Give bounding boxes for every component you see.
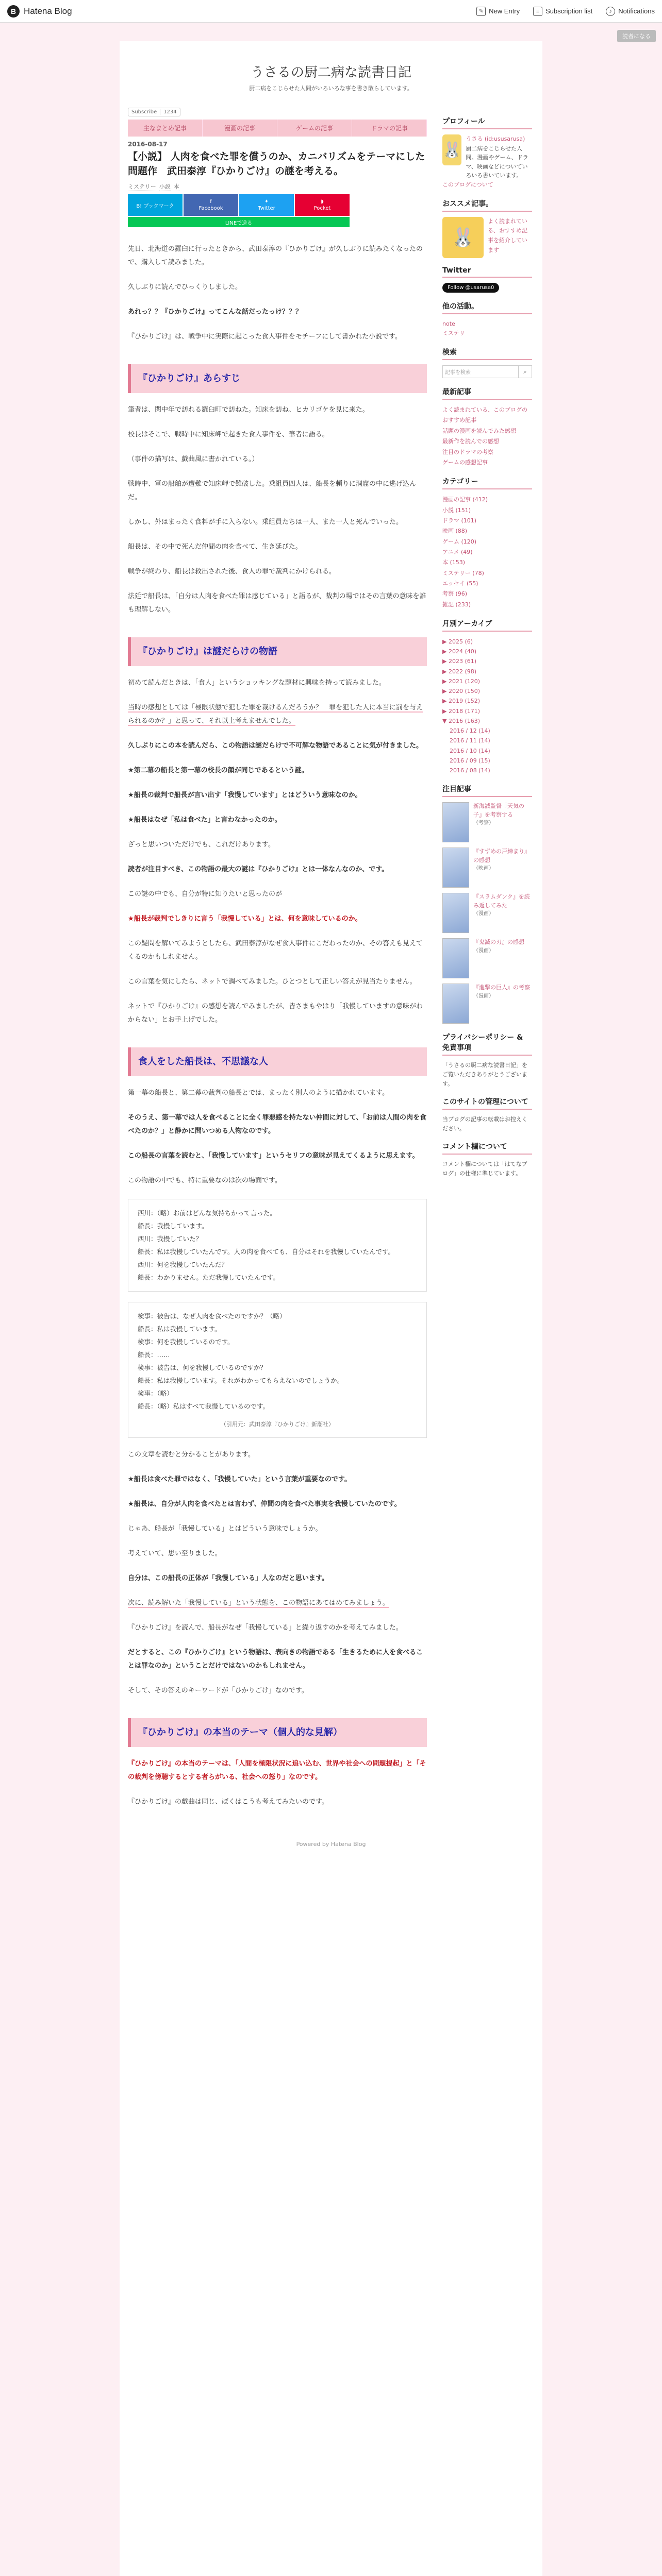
quote-line: 船長：私は我慢しています。 [138, 1325, 221, 1333]
subscribe-count: 1234 [160, 109, 176, 115]
category-item[interactable]: ミステリー (78) [442, 569, 484, 577]
global-nav [128, 120, 427, 137]
paragraph [128, 863, 427, 876]
sidebar-heading: おススメ記事。 [442, 198, 532, 212]
section-heading [128, 1718, 427, 1747]
quote-line: 船長：（略）私はすべて我慢しているのです。 [138, 1402, 270, 1411]
paragraph: 先日、北海道の羅臼に行ったときから、武田泰淳の『ひかりごけ』が久しぶりに読みたくなったので、購入して読みました。 [128, 245, 423, 267]
new-entry-button[interactable] [476, 7, 520, 16]
featured-item[interactable] [442, 802, 532, 842]
highlight-red: ★船長が裁判でしきりに言う「我慢している」とは、何を意味しているのか。 [128, 915, 362, 923]
paragraph [128, 306, 427, 319]
hatena-bookmark-button[interactable] [128, 194, 183, 216]
archive-list [442, 637, 532, 776]
quote-line: 西川：我慢していた？ [138, 1235, 203, 1243]
underline-text: 当時の感想としては「極限状態で犯した罪を裁けるんだろうか？ 罪を犯した人に本当に罰を与えられるのか？」と思って、それ以上考えませんでした。 [128, 704, 423, 725]
paragraph [128, 739, 427, 753]
emphasis: 自分は、この船長の正体が「我慢している」人なのだと思います。 [128, 1574, 328, 1583]
sidebar-heading: カテゴリー [442, 476, 532, 489]
twitter-icon: ✦ [264, 199, 269, 205]
thumbnail [442, 848, 469, 888]
paragraph: 考えていて、思い至りました。 [128, 1550, 222, 1558]
section-heading [128, 364, 427, 393]
archive-item[interactable]: ▶ 2022 (98) [442, 668, 477, 675]
recent-item[interactable]: よく読まれている、このブログのおすすめ記事 [442, 406, 527, 424]
sidebar-heading: プライバシーポリシー & 免責事項 [442, 1032, 532, 1056]
paragraph [128, 764, 427, 777]
paragraph: 筆者は、関中年で訪れる羅臼町で訪ねた。知床を訪ね、ヒカリゴケを見に来た。 [128, 406, 369, 414]
category-item[interactable]: ゲーム (120) [442, 538, 477, 545]
featured-title: 『鬼滅の刃』の感想 [473, 939, 524, 946]
underline-text: 次に、読み解いた「我慢している」という状態を、この物語にあてはめてみましょう。 [128, 1599, 390, 1607]
featured-sub: （漫画） [473, 993, 494, 999]
emphasis: ★船長は、自分が人肉を食べたとは言わず、仲間の肉を食べた事実を我慢していたのです。 [128, 1500, 401, 1509]
archive-item[interactable]: ▶ 2019 (152) [442, 698, 481, 705]
hatena-logo[interactable] [7, 5, 72, 18]
thumbnail [442, 802, 469, 842]
featured-item[interactable] [442, 984, 532, 1024]
subscribe-button[interactable] [128, 108, 180, 116]
reader-button[interactable]: 読者になる [617, 30, 656, 42]
archive-item[interactable]: ▶ 2024 (40) [442, 648, 477, 655]
category-item[interactable]: 雑記 (233) [442, 601, 471, 608]
archive-item[interactable]: ▼ 2016 (163) [442, 717, 481, 724]
paragraph: この言葉を気にしたら、ネットで調べてみました。ひとつとして正しい答えが見当たりません。 [128, 978, 417, 986]
category-item[interactable]: アニメ (49) [442, 548, 473, 555]
paragraph [128, 1473, 427, 1486]
paragraph: 第一幕の船長と、第二幕の裁判の船長とでは、まったく別人のように描かれています。 [128, 1089, 389, 1097]
emphasis: ★第二幕の船長と第一幕の校長の顔が同じであるという謎。 [128, 767, 308, 775]
paragraph: この物語の中でも、特に重要なのは次の場面です。 [128, 1177, 282, 1185]
emphasis: 久しぶりにこの本を読んだら、この物語は謎だらけで不可解な物語であることに気が付きました。 [128, 742, 423, 750]
sidebar-heading: プロフィール [442, 116, 532, 129]
section-heading [128, 637, 427, 666]
emphasis: ★船長の裁判で船長が言い出す「我慢しています」とはどういう意味なのか。 [128, 791, 362, 800]
paragraph: （事件の描写は、戯曲風に書かれている。） [128, 455, 259, 464]
quote-line: 船長：わかりません。ただ我慢していたんです。 [138, 1274, 279, 1282]
paragraph: じゃあ、船長が「我慢している」とはどういう意味でしょうか。 [128, 1525, 322, 1533]
profile-text: 厨二病をこじらせた人間。漫画やゲーム、ドラマ、映画などについていろいろ書いています。 [466, 145, 528, 179]
subscribe-label: Subscribe [131, 109, 157, 115]
featured-item[interactable] [442, 893, 532, 933]
emphasis: あれっ？？『ひかりごけ』ってこんな話だったっけ？？？ [128, 308, 303, 316]
quote-line: 船長：我慢しています。 [138, 1222, 208, 1230]
archive-item[interactable]: 2016 / 08 (14) [450, 767, 490, 774]
category-item[interactable]: ドラマ (101) [442, 517, 477, 524]
other-link-mystery[interactable]: ミステリ [442, 330, 465, 337]
site-description: 厨二病をこじらせた人間がいろいろな事を書き散らしています。 [249, 85, 413, 92]
sidebar-heading: 検索 [442, 347, 532, 360]
sidebar-heading: 注目記事 [442, 784, 532, 797]
paragraph [128, 1149, 427, 1163]
entry-body [128, 243, 427, 1809]
paragraph: この謎の中でも、自分が特に知りたいと思ったのが [128, 890, 283, 899]
paragraph [128, 814, 427, 827]
quote-line: 西川：（略）お前はどんな気持ちかって言った。 [138, 1209, 276, 1217]
paragraph [128, 1572, 427, 1585]
archive-item[interactable]: 2016 / 09 (15) [450, 757, 490, 764]
featured-sub: （漫画） [473, 911, 494, 917]
facebook-icon: f [210, 199, 212, 205]
category-item[interactable]: 本 (153) [442, 559, 466, 566]
featured-item[interactable] [442, 848, 532, 888]
facebook-share-button[interactable] [184, 194, 238, 216]
paragraph: 法廷で船長は、「自分は人肉を食べた罪は感じている」と語るが、裁判の場ではその言葉の意味を誰も理解しない。 [128, 592, 426, 614]
blockquote [128, 1302, 427, 1438]
emphasis: この船長の言葉を読むと、「我慢しています」というセリフの意味が見えてくるように思えます。 [128, 1152, 419, 1160]
quote-line: 船長：私は我慢しています。それがわかってもらえないのでしょうか。 [138, 1377, 344, 1385]
section-heading-text: 食人をした船長は、不思議な人 [138, 1056, 268, 1067]
recent-item[interactable]: ゲームの感想記事 [442, 459, 488, 466]
quote-line: 検事：被告は、なぜ人肉を食べたのですか？（略） [138, 1312, 286, 1320]
twitter-follow-button[interactable]: Follow @usarusa0 [442, 283, 499, 293]
quote-line: 西川：何を我慢していたんだ？ [138, 1261, 228, 1269]
share-label: Pocket [313, 206, 331, 212]
footer[interactable]: Powered by Hatena Blog [296, 1841, 366, 1848]
paragraph: ざっと思いついただけでも、これだけあります。 [128, 841, 275, 849]
emphasis: そのうえ、第一幕では人を食べることに全く罪悪感を持たない仲間に対して、「お前は人間の肉を食べたのか？」と静かに問いつめる人物なのです。 [128, 1114, 427, 1136]
notice-text: コメント欄については「はてなブログ」の仕様に準じています。 [442, 1161, 527, 1177]
paragraph [128, 1757, 427, 1784]
paragraph: 『ひかりごけ』は、戦争中に実際に起こった食人事件をモチーフにして書かれた小説です。 [128, 333, 402, 341]
share-buttons [128, 194, 350, 216]
featured-item[interactable] [442, 938, 532, 978]
hatena-logo-icon: B [7, 5, 20, 18]
share-label: Facebook [198, 206, 223, 212]
emphasis: ★船長は食べた罪ではなく、「我慢していた」という言葉が重要なのです。 [128, 1476, 351, 1484]
search-icon[interactable]: ⌕ [518, 366, 532, 378]
entry-categories [128, 182, 427, 191]
new-entry-label: New Entry [489, 7, 520, 15]
recent-list [442, 405, 532, 468]
mascot-image[interactable]: 🐰 [442, 217, 484, 258]
featured-title: 新海誠監督『天気の子』を考察する [473, 803, 524, 818]
nav-item-drama[interactable]: ドラマの記事 [352, 120, 427, 137]
search-form [442, 365, 532, 378]
section-heading-text: 『ひかりごけ』あらすじ [138, 373, 240, 384]
archive-item[interactable]: ▶ 2018 (171) [442, 707, 481, 715]
sidebar-heading: コメント欄について [442, 1141, 532, 1155]
paragraph [128, 1111, 427, 1138]
site-title[interactable]: うさるの厨二病な読書日記 [250, 65, 411, 80]
archive-item[interactable]: 2016 / 10 (14) [450, 747, 490, 754]
entry-title[interactable]: 【小説】 人肉を食べた罪を償うのか、カニバリズムをテーマにした問題作 武田泰淳『ひかりごけ』の謎を考える。 [128, 151, 425, 177]
featured-title: 『スラムダンク』を読み返してみた [473, 893, 530, 909]
paragraph: 戦争が終わり、船長は救出された後、食人の罪で裁判にかけられる。 [128, 568, 336, 576]
blog-page [120, 41, 542, 2576]
notifications-label: Notifications [618, 7, 655, 15]
hatena-logo-text: Hatena Blog [24, 6, 72, 16]
category-item[interactable]: 考察 (96) [442, 590, 468, 598]
about-blog-link[interactable]: このブログについて [442, 181, 493, 189]
paragraph [128, 1498, 427, 1511]
site-header [120, 41, 542, 108]
paragraph [128, 912, 427, 926]
list-icon: ≡ [533, 7, 542, 16]
quote-line: 検事：（略） [138, 1389, 173, 1398]
emphasis: ★船長はなぜ「私は食べた」と言わなかったのか。 [128, 816, 282, 824]
category-item[interactable]: 漫画の記事 (412) [442, 496, 488, 503]
category-link[interactable]: 小説 [159, 183, 171, 191]
nav-item-manga[interactable]: 漫画の記事 [203, 120, 277, 137]
paragraph: 船長は、その中で死んだ仲間の肉を食べて、生き延びた。 [128, 543, 302, 551]
paragraph [128, 701, 427, 728]
twitter-share-button[interactable] [239, 194, 294, 216]
share-label: B! ブックマーク [136, 203, 174, 209]
recent-item[interactable]: 最新作を読んでの感想 [442, 438, 499, 445]
recent-item[interactable]: 注目のドラマの考察 [442, 448, 493, 455]
archive-item[interactable]: 2016 / 11 (14) [450, 737, 490, 744]
recommend-module [442, 217, 532, 258]
recommend-link[interactable]: よく読まれている、おすすめ記事を紹介しています [488, 217, 528, 253]
featured-title: 『すずめの戸締まり』の感想 [473, 848, 531, 863]
category-item[interactable]: 映画 (88) [442, 528, 468, 535]
paragraph: 初めて読んだときは、「食人」というショッキングな題材に興味を持って読みました。 [128, 679, 386, 687]
featured-sub: （考察） [473, 820, 494, 826]
profile-module [442, 134, 532, 180]
sidebar [442, 108, 532, 1820]
paragraph: ネットで『ひかりごけ』の感想を読んでみましたが、皆さまもやはり「我慢していますの意味がわからない」とお手上げでした。 [128, 1003, 423, 1024]
paragraph: しかし、外はまったく食料が手に入らない。乗組員たちは一人、また一人と死んでいった。 [128, 518, 403, 527]
pocket-share-button[interactable] [295, 194, 350, 216]
section-heading-text: 『ひかりごけ』の本当のテーマ（個人的な見解） [138, 1727, 342, 1738]
profile-name[interactable]: うさる (id:ususarusa) [466, 135, 525, 142]
other-link-note[interactable]: note [442, 320, 455, 327]
featured-sub: （漫画） [473, 947, 494, 954]
main-column [128, 108, 427, 1820]
subscription-label: Subscription list [545, 7, 593, 15]
quote-line: 船長：私は我慢していたんです。人の肉を食べても、自分はそれを我慢していたんです。 [138, 1248, 395, 1256]
emphasis: だとすると、この『ひかりごけ』という物語は、表向きの物語である「生きるために人を食べることは罪なのか」ということだけではないのかもしれません。 [128, 1649, 423, 1670]
category-link[interactable]: ミステリー [128, 183, 156, 191]
paragraph: 校長はそこで、戦時中に知床岬で起きた食人事件を、筆者に語る。 [128, 431, 329, 439]
archive-item[interactable]: 2016 / 12 (14) [450, 727, 490, 735]
thumbnail [442, 893, 469, 933]
subscription-button[interactable] [533, 7, 592, 16]
category-item[interactable]: エッセイ (55) [442, 580, 478, 587]
line-share-button[interactable]: LINEで送る [128, 217, 350, 227]
avatar[interactable]: 🐰 [442, 134, 461, 165]
archive-item[interactable]: ▶ 2020 (150) [442, 688, 481, 695]
featured-title: 『進撃の巨人』の考察 [473, 984, 530, 991]
paragraph: そして、その答えのキーワードが「ひかりごけ」なのです。 [128, 1687, 308, 1695]
quote-line: 検事：被告は、何を我慢しているのですか？ [138, 1364, 267, 1372]
highlight-red: 『ひかりごけ』の本当のテーマは、「人間を極限状況に追い込む、世界や社会への問題提起」と「その裁判を傍聴するとする者らがいる、社会への怒り」なのです。 [128, 1760, 426, 1782]
category-link[interactable]: 本 [173, 183, 179, 191]
quote-line: 検事：何を我慢しているのです。 [138, 1338, 234, 1346]
sidebar-heading: Twitter [442, 266, 532, 278]
about-text: 当ブログの記事の転載はお控えください。 [442, 1116, 527, 1132]
paragraph: 戦時中、軍の船舶が遭難で知床岬で難破した。乗組員四人は、船長を頼りに洞窟の中に逃げ込んだ。 [128, 480, 417, 502]
quote-source: （引用元：武田泰淳『ひかりごけ』新潮社） [221, 1421, 334, 1428]
search-input[interactable]: 記事を検索 [445, 370, 471, 376]
featured-list [442, 802, 532, 1024]
sidebar-heading: 月別アーカイブ [442, 618, 532, 632]
blockquote [128, 1199, 427, 1292]
paragraph [128, 789, 427, 802]
share-label: Twitter [258, 206, 275, 212]
category-list [442, 495, 532, 610]
paragraph: 『ひかりごけ』を読んで、船長がなぜ「我慢している」と繰り返すのかを考えてみました。 [128, 1624, 403, 1632]
notifications-button[interactable] [606, 7, 655, 16]
section-heading [128, 1047, 427, 1076]
pencil-icon: ✎ [476, 7, 486, 16]
paragraph: この文章を読むと分かることがあります。 [128, 1451, 255, 1459]
paragraph [128, 1597, 427, 1610]
emphasis: 読者が注目すべき、この物語の最大の謎は『ひかりごけ』とは一体なんなのか、です。 [128, 866, 389, 874]
entry-date[interactable]: 2016-08-17 [128, 141, 168, 148]
policy-text: 「うさるの厨二病な読書日記」をご覧いただきありがとうございます。 [442, 1062, 527, 1087]
paragraph [128, 1646, 427, 1673]
quote-line: 船長：…… [138, 1351, 170, 1359]
hatena-topbar [0, 0, 662, 23]
nav-item-game[interactable]: ゲームの記事 [277, 120, 352, 137]
section-heading-text: 『ひかりごけ』は謎だらけの物語 [138, 646, 277, 657]
sidebar-heading: このサイトの管理について [442, 1096, 532, 1110]
nav-item-matome[interactable]: 主なまとめ記事 [128, 120, 203, 137]
sidebar-heading: 最新記事 [442, 386, 532, 400]
thumbnail [442, 984, 469, 1024]
pocket-icon: ◗ [321, 199, 324, 205]
recent-item[interactable]: 話題の漫画を読んでみた感想 [442, 427, 516, 434]
sidebar-heading: 他の活動。 [442, 301, 532, 314]
category-item[interactable]: 小説 (151) [442, 506, 471, 514]
archive-item[interactable]: ▶ 2023 (61) [442, 658, 477, 665]
archive-item[interactable]: ▶ 2021 (120) [442, 677, 481, 685]
bell-icon: ♪ [606, 7, 615, 16]
thumbnail [442, 938, 469, 978]
archive-item[interactable]: ▶ 2025 (6) [442, 638, 473, 645]
paragraph: 久しぶりに読んでひっくりしました。 [128, 283, 242, 292]
paragraph: この疑問を解いてみようとしたら、武田泰淳がなぜ食人事件にこだわったのか、その答えも見えてくるのかもしれません。 [128, 940, 423, 961]
featured-sub: （映画） [473, 866, 494, 872]
paragraph: 『ひかりごけ』の戯曲は同じ、ぼくはこうも考えてみたいのです。 [128, 1798, 328, 1806]
